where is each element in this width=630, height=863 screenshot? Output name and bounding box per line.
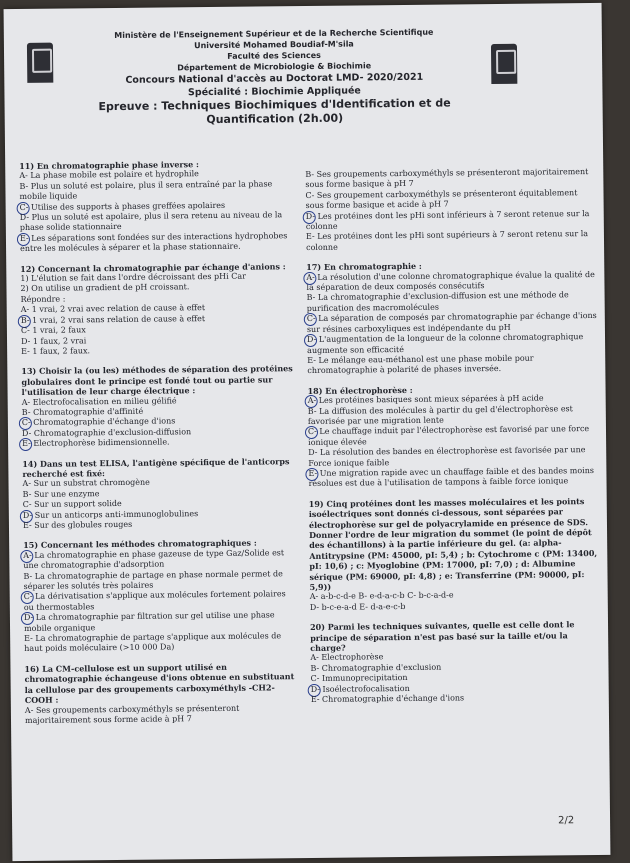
question-title: 17) En chromatographie : — [306, 261, 422, 273]
question — [23, 538, 296, 655]
answer-option: E- Les protéines dont les pHi sont supérieurs à 7 seront retenu sur la colonne — [305, 229, 589, 252]
university: Université Mohamed Boudiaf-M'sila — [194, 39, 354, 51]
answer-option: A- a-b-c-d-e B- e-d-a-c-b C- b-c-a-d-e — [309, 590, 454, 602]
answer-option: E- 1 faux, 2 faux. — [21, 346, 91, 356]
answer-option: B- Chromatographie d'exclusion — [310, 662, 442, 673]
question-title: 14) Dans un test ELISA, l'antigène spécifique de l'anticorps recherché est fixé: — [22, 455, 290, 479]
left-column — [19, 158, 297, 735]
answer-option-circled: D- L'augmentation de la longueur de la colonne chromatographique augmente son efficacité — [307, 332, 597, 356]
answer-option: E- Sur des globules rouges — [22, 519, 133, 530]
answer-option: A- 1 vrai, 2 vrai avec relation de cause à effet — [20, 303, 206, 315]
answer-option-circled: C- Utilise des supports à phases greffées apolaires — [20, 200, 292, 213]
question-title: 11) En chromatographie phase inverse : — [19, 159, 199, 171]
answer-option: C- Immunoprecipitation — [310, 673, 408, 684]
answer-option-circled: E- Electrophorèse bidimensionnelle. — [22, 436, 294, 449]
answer-option: B- La diffusion des molécules à partir du gel d'électrophorèse est favorisée par une migration lente — [307, 403, 573, 426]
answer-option: Répondre : — [20, 294, 66, 304]
page-number: 2/2 — [558, 815, 575, 827]
question-title: 16) La CM-cellulose est un support utilisé en chromatographie échangeuse d'ions obtenue en substituant la cellulose par des groupements carboxyméthyls -CH2-COOH : — [24, 661, 295, 706]
answer-option: D- 1 faux, 2 vrai — [20, 335, 87, 346]
answer-option: E- La chromatographie de partage s'applique aux molécules de haut poids moléculaire (>10 000 Da) — [24, 631, 282, 654]
ministry: Ministère de l'Enseignement Supérieur et de la Recherche Scientifique — [114, 27, 434, 40]
specialite: Spécialité : Biochimie Appliquée — [187, 85, 361, 99]
question-title: 12) Concernant la chromatographie par échange d'anions : — [20, 260, 286, 274]
right-column — [305, 167, 601, 715]
question-title: 13) Choisir la (ou les) méthodes de séparation des protéines globulaires dont le principe est fondé tout ou partie sur l'utilisation de leur charge électrique : — [21, 363, 293, 398]
university-logo-left — [10, 42, 71, 105]
question-title: 18) En électrophorèse : — [307, 384, 413, 396]
answer-option: C- 1 vrai, 2 faux — [20, 325, 86, 336]
answer-option: B- Chromatographie d'affinité — [21, 406, 144, 417]
question — [21, 363, 294, 449]
answer-option: B- La chromatographie de partage en phase normale permet de séparer les solutés très polaires — [23, 568, 283, 592]
exam-header — [64, 26, 485, 128]
epreuve: Epreuve : Techniques Biochimiques d'Identification et de Quantification (2h.00) — [98, 96, 451, 127]
answer-option: B- Plus un soluté est polaire, plus il sera entraîné par la phase mobile liquide — [19, 179, 273, 202]
question — [22, 456, 295, 532]
question — [308, 383, 599, 490]
answer-option: B- La chromatographie d'exclusion-diffusion est une méthode de purification des macromolécules — [306, 290, 569, 313]
question — [309, 496, 600, 613]
answer-option: D- La résolution des bandes en électrophorèse est favorisée par une Force ionique faible — [308, 445, 586, 468]
answer-option-circled: D- Sur un anticorps anti-immunoglobulines — [23, 508, 295, 521]
answer-option-circled: E- Une migration rapide avec un chauffage faible et des bandes moins résolues est due à l'utilisation de tampons à faible force ionique — [308, 466, 598, 490]
answer-option: B- Sur une enzyme — [22, 488, 100, 499]
answer-option-circled: C- Le chauffage induit par l'électrophorèse est favorisé par une force ionique élevée — [308, 424, 598, 448]
answer-option-circled: C- Chromatographie d'échange d'ions — [22, 415, 294, 428]
answer-option: E- Le mélange eau-méthanol est une phase mobile pour chromatographie à polarité de phases inversée. — [307, 353, 534, 376]
answer-option: D- b-c-e-a-d E- d-a-e-c-b — [309, 601, 406, 612]
question — [19, 158, 292, 254]
answer-option-circled: C- La séparation de composés par chromatographie par échange d'ions sur résines carboxyliques est indépendante du pH — [306, 311, 597, 334]
answer-option: A- Electrophorèse — [310, 652, 384, 663]
answer-option: 1) L'élution se fait dans l'ordre décroissant des pHi Car — [20, 271, 247, 284]
answer-option-circled: D- Les protéines dont les pHi sont inférieurs à 7 seront retenue sur la colonne — [306, 209, 596, 233]
exam-sheet — [4, 3, 611, 861]
answer-option-circled: B- 1 vrai, 2 vrai sans relation de cause à effet — [21, 313, 293, 326]
department: Département de Microbiologie & Biochimie — [177, 61, 372, 73]
answer-option: A- Electrofocalisation en milieu gélifié — [21, 395, 177, 407]
question-title: 15) Concernant les méthodes chromatographiques : — [23, 537, 257, 551]
answer-option-circled: D- La chromatographie par filtration sur gel utilise une phase mobile organique — [24, 610, 296, 634]
answer-option: 2) On utilise un gradient de pH croissant. — [20, 282, 190, 294]
answer-option: D- Plus un soluté est apolaire, plus il sera retenu au niveau de la phase solide stationnaire — [19, 210, 283, 233]
answer-option: D- Chromatographie d'exclusion-diffusion — [21, 426, 192, 438]
question — [306, 259, 597, 376]
answer-option: E- Chromatographie d'échange d'ions — [310, 693, 465, 705]
question — [305, 167, 596, 253]
answer-option: B- Ses groupements carboxyméthyls se présenteront majoritairement sous forme basique à pH 7 — [305, 167, 589, 190]
question — [24, 661, 297, 726]
concours: Concours National d'accès au Doctorat LMD- 2020/2021 — [125, 71, 424, 86]
emblem-icon — [491, 44, 517, 84]
answer-option-circled: A- La chromatographie en phase gazeuse de type Gaz/Solide est une chromatographie d'adsorption — [23, 548, 295, 572]
question — [20, 261, 293, 357]
answer-option-circled: D- Isoélectrofocalisation — [311, 682, 601, 695]
answer-option-circled: E- Les séparations sont fondées sur des interactions hydrophobes entre les molécules à séparer et la phase stationnaire. — [20, 231, 292, 255]
answer-option: C- Sur un support solide — [22, 499, 122, 510]
answer-option: A- Ses groupements carboxyméthyls se présenteront majoritairement sous forme acide à pH 7 — [24, 703, 240, 725]
answer-option: C- Ses groupement carboxyméthyls se présenteront équitablement sous forme basique et acide à pH 7 — [305, 187, 578, 211]
answer-option-circled: A- Les protéines basiques sont mieux séparées à pH acide — [308, 393, 598, 406]
emblem-icon — [27, 43, 53, 83]
question — [310, 619, 601, 705]
question-title: 20) Parmi les techniques suivantes, quelle est celle dont le principe de séparation n'est pas basé sur la taille et/ou la charge? — [309, 619, 575, 654]
answer-option-circled: C- La dérivatisation s'applique aux molécules fortement polaires ou thermostables — [24, 590, 296, 614]
answer-option: A- Sur un substrat chromogène — [22, 478, 150, 489]
faculty: Faculté des Sciences — [227, 50, 321, 61]
answer-option: A- La phase mobile est polaire et hydrophile — [19, 169, 199, 181]
question-title: 19) Cinq protéines dont les masses moléculaires et les points isoélectriques sont donnés ci-dessous, sont séparées par électrophorèse sur gel de polyacrylamide en présence de SDS. Donner l'ordre de leur migration du sommet (le point de dépôt des échantillons) à la partie inférieure du gel. (a: alpha-Antitrypsine (PM: 45000, pI: 5,4) ; b: Cytochrome c (PM: 13400, pI: 10,6) ; c: Myoglobine (PM: 17000, pI: 7,0) ; d: Albumine sérique (PM: 69000, pI: 4,8) ; e: Transferrine (PM: 90000, pI: 5,9)) — [308, 495, 598, 593]
answer-option-circled: A- La résolution d'une colonne chromatographique évalue la qualité de la séparation de deux composés consécutifs — [306, 269, 595, 293]
